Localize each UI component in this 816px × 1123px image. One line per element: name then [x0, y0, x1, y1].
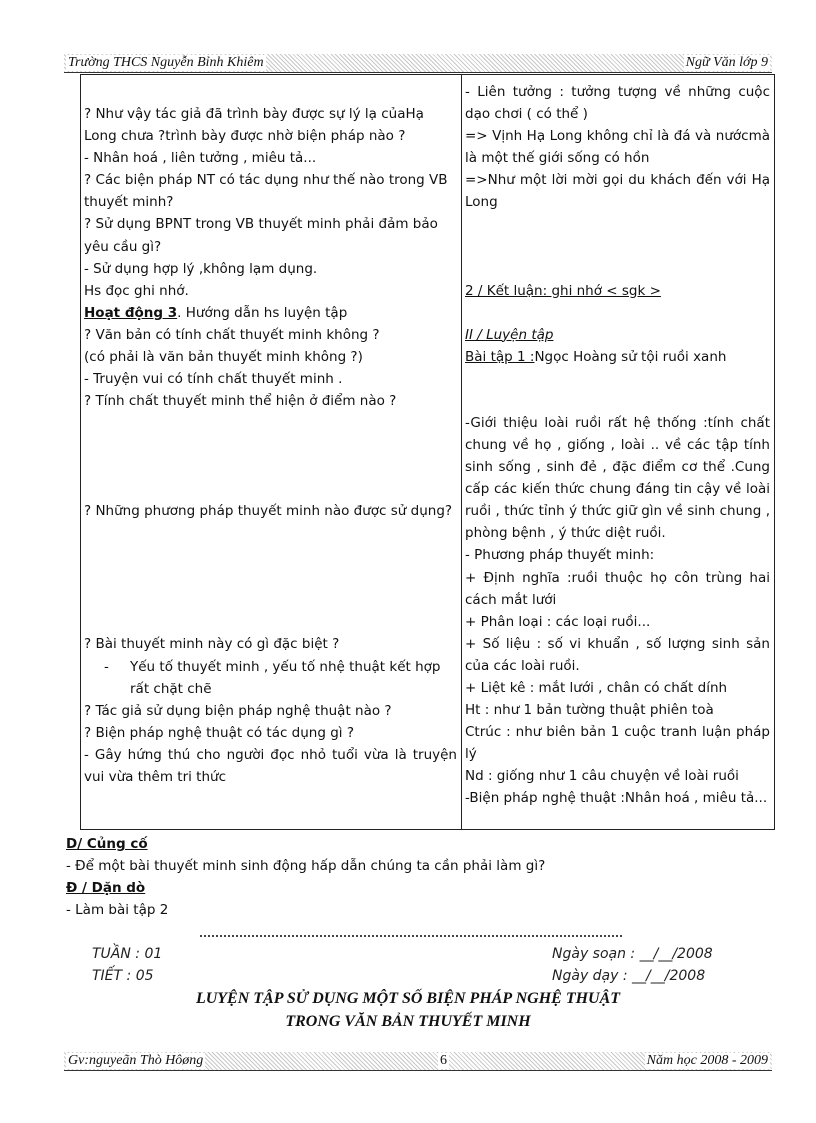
- left-line: Yếu tố thuyết minh , yếu tố nhệ thuật kết hợp rất chặt chẽ: [130, 658, 441, 697]
- right-line: -Giới thiệu loài ruồi rất hệ thống :tính chất chung về họ , giống , loài .. về các tập tính sinh sống , sinh đẻ , đặc điểm cơ thể .Cung cấp các kiến thức chung đáng tin cậy về loài ruồi , thức tỉnh ý thức giữ gìn về sinh chung , phòng bệnh , ý thức diệt ruồi.: [465, 414, 770, 542]
- left-column: [81, 75, 462, 830]
- divider: [200, 935, 622, 937]
- lesson-title-line-1: LUYỆN TẬP SỬ DỤNG MỘT SỐ BIỆN PHÁP NGHỆ THUẬT: [195, 990, 621, 1007]
- right-line: => Vịnh Hạ Long không chỉ là đá và nướcmà là một thế giới sống có hồn: [465, 128, 770, 167]
- right-line: Ht : như 1 bản tường thuật phiên toà: [465, 702, 714, 719]
- left-line: ? Bài thuyết minh này có gì đặc biệt ?: [84, 636, 340, 653]
- header-subject: Ngữ Văn lớp 9: [685, 55, 768, 70]
- bullet-dash: -: [104, 658, 109, 675]
- right-line: + Phân loại : các loại ruồi...: [465, 613, 651, 630]
- footer-teacher: Gv:nguyeãn Thò Hôøng: [68, 1053, 204, 1068]
- left-line: (có phải là văn bản thuyết minh không ?): [84, 349, 363, 366]
- left-line: ? Tính chất thuyết minh thể hiện ở điểm nào ?: [84, 393, 397, 410]
- left-line: ? Như vậy tác giả đã trình bày được sự lý lạ củaHạ Long chưa ?trình bày được nhờ biện pháp nào ?: [84, 106, 424, 145]
- right-line: + Định nghĩa :ruồi thuộc họ côn trùng hai cách mắt lưới: [465, 569, 770, 608]
- left-line: ? Các biện pháp NT có tác dụng như thế nào trong VB thuyết minh?: [84, 172, 448, 211]
- left-line: - Sử dụng hợp lý ,không lạm dụng.: [84, 260, 318, 277]
- page-header: [64, 54, 772, 73]
- right-line: + Số liệu : số vi khuẩn , số lượng sinh sản của các loài ruồi.: [465, 635, 770, 674]
- teaching-date: Ngày dạy : __/__/2008: [552, 968, 706, 984]
- right-line: Ctrúc : như biên bản 1 cuộc tranh luận pháp lý: [465, 724, 770, 763]
- activity-text: . Hướng dẫn hs luyện tập: [177, 304, 348, 321]
- right-line: - Phương pháp thuyết minh:: [465, 547, 655, 564]
- left-line: ? Sử dụng BPNT trong VB thuyết minh phải đảm bảo yêu cầu gì?: [84, 216, 438, 255]
- right-line: =>Như một lời mời gọi du khách đến với Hạ Long: [465, 172, 770, 211]
- left-line: ? Văn bản có tính chất thuyết minh không ?: [84, 326, 380, 343]
- lesson-table: [80, 74, 775, 830]
- right-line: Nd : giống như 1 câu chuyện về loài ruồi: [465, 768, 739, 785]
- exercise-label: Bài tập 1 :: [465, 348, 535, 365]
- week-label: TUẦN : 01: [92, 946, 163, 962]
- activity-heading: Hoạt động 3: [84, 304, 178, 321]
- left-line: - Truyện vui có tính chất thuyết minh .: [84, 371, 343, 388]
- left-line: - Gây hứng thú cho người đọc nhỏ tuổi vừa là truyện vui vừa thêm tri thức: [84, 746, 457, 785]
- section-dan-do-title: Đ / Dặn dò: [66, 880, 146, 896]
- period-label: TIẾT : 05: [92, 968, 154, 984]
- lesson-title-line-2: TRONG VĂN BẢN THUYẾT MINH: [285, 1013, 531, 1030]
- prepared-date: Ngày soạn : __/__/2008: [552, 946, 713, 962]
- page-footer: [64, 1052, 772, 1071]
- header-school: Trường THCS Nguyễn Bỉnh Khiêm: [68, 55, 264, 70]
- left-line: ? Biện pháp nghệ thuật có tác dụng gì ?: [84, 724, 354, 741]
- left-line: ? Tác giả sử dụng biện pháp nghệ thuật nào ?: [84, 702, 392, 719]
- section-cung-co-text: - Để một bài thuyết minh sinh động hấp dẫn chúng ta cần phải làm gì?: [66, 858, 546, 874]
- footer-year: Năm học 2008 - 2009: [646, 1053, 768, 1068]
- right-line: - Liên tưởng : tưởng tượng về những cuộc dạo chơi ( có thể ): [465, 84, 770, 123]
- exercise-title: Ngọc Hoàng sử tội ruồi xanh: [534, 348, 727, 365]
- section-dan-do-text: - Làm bài tập 2: [66, 902, 169, 918]
- left-line: ? Những phương pháp thuyết minh nào được sử dụng?: [84, 503, 453, 520]
- left-line: - Nhân hoá , liên tưởng , miêu tả...: [84, 150, 317, 167]
- practice-heading: II / Luyện tập: [465, 326, 554, 343]
- conclusion-heading: 2 / Kết luận: ghi nhớ < sgk >: [465, 282, 661, 299]
- right-line: + Liệt kê : mắt lưới , chân có chất dính: [465, 679, 728, 696]
- section-cung-co-title: D/ Củng cố: [66, 836, 148, 852]
- right-line: -Biện pháp nghệ thuật :Nhân hoá , miêu tả...: [465, 790, 768, 807]
- page-number: 6: [440, 1053, 447, 1068]
- left-line: Hs đọc ghi nhớ.: [84, 282, 189, 299]
- right-column: [462, 75, 775, 830]
